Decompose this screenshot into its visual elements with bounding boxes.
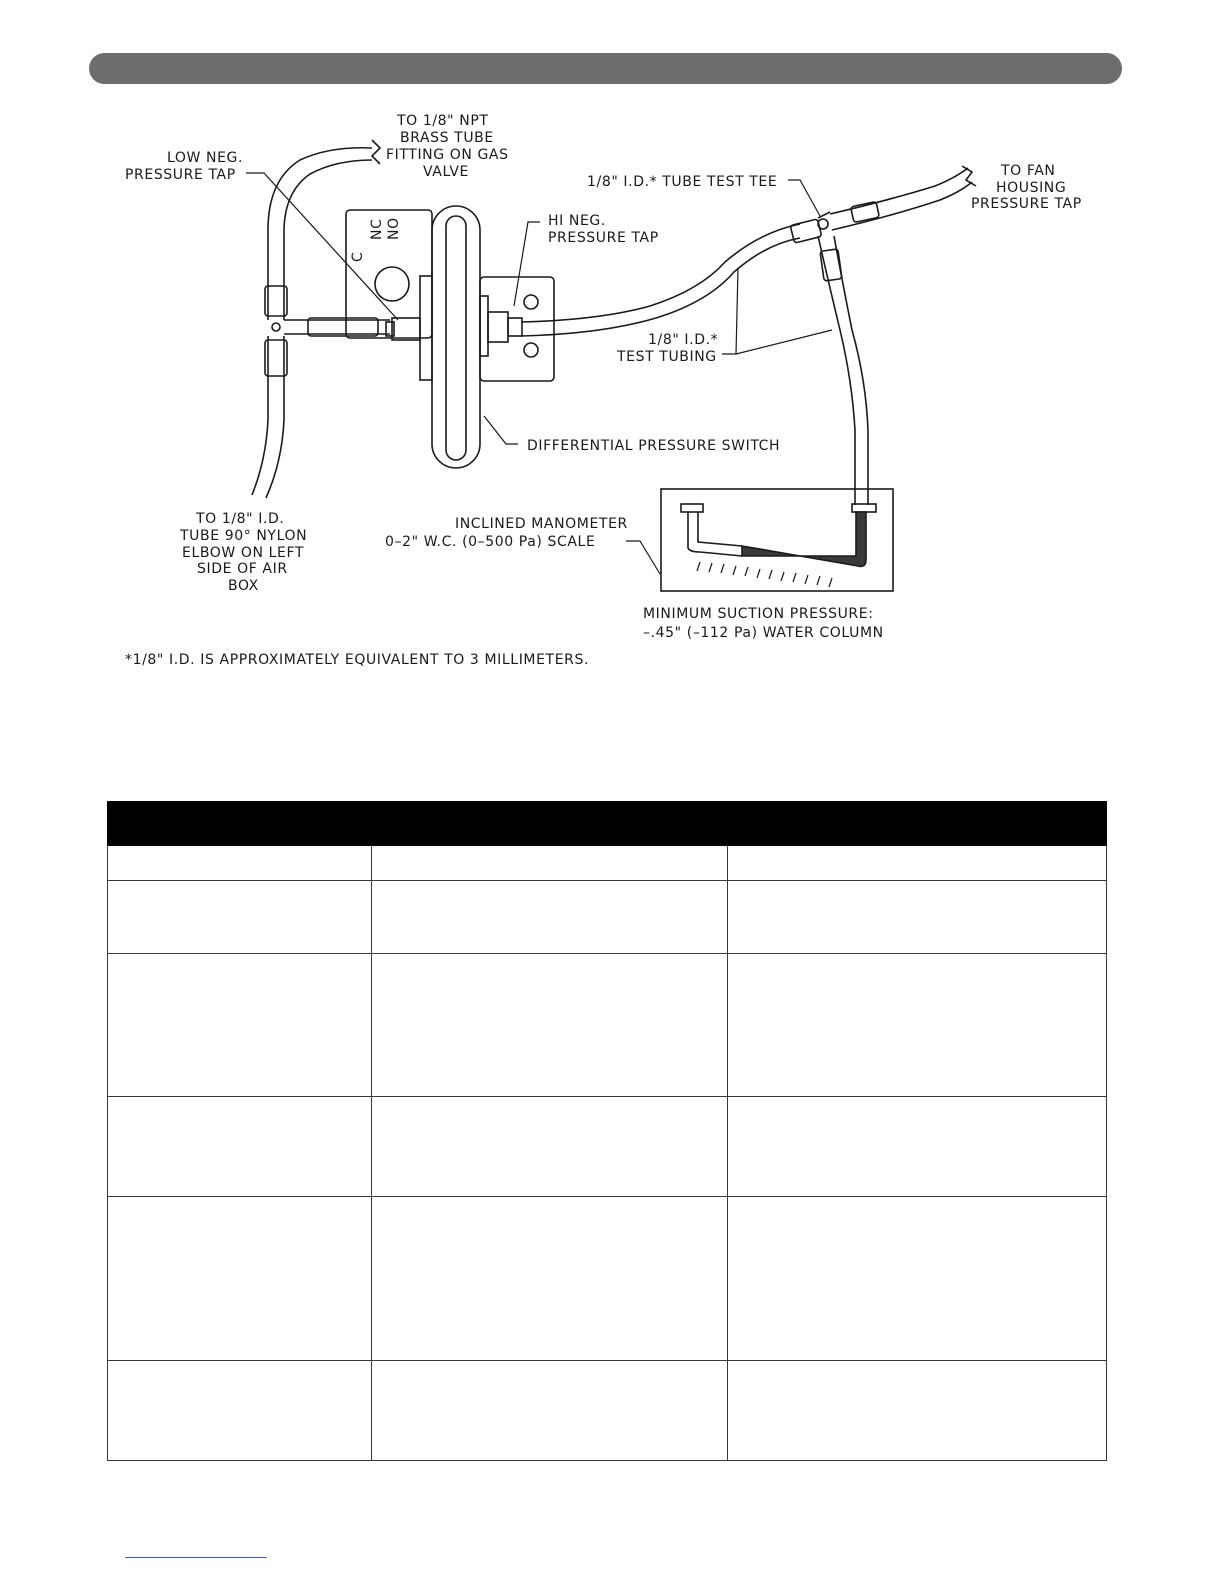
label-elbow-1: TO 1/8" I.D. [196, 511, 285, 527]
switch-bracket-right [480, 277, 554, 381]
table-cell [728, 954, 1107, 1097]
table-row [108, 1361, 1107, 1461]
label-low-tap-1: LOW NEG. [167, 150, 244, 166]
table-row [108, 1197, 1107, 1361]
leader-manometer [626, 541, 660, 574]
table-cell [108, 881, 372, 954]
pressure-switch-test-diagram [0, 0, 1224, 700]
label-elbow-2: TUBE 90° NYLON [180, 528, 308, 544]
table-cell [108, 1197, 372, 1361]
table-cell [728, 1197, 1107, 1361]
table-header-cell [372, 802, 728, 846]
table-cell [728, 1361, 1107, 1461]
label-hi-tap-2: PRESSURE TAP [548, 230, 659, 246]
label-brass-2: BRASS TUBE [400, 130, 494, 146]
label-low-tap-2: PRESSURE TAP [125, 167, 236, 183]
label-elbow-3: ELBOW ON LEFT [182, 545, 305, 561]
label-brass-1: TO 1/8" NPT [397, 113, 489, 129]
switch-diaphragm [432, 206, 480, 468]
label-diff-switch: DIFFERENTIAL PRESSURE SWITCH [527, 438, 781, 454]
terminal-c: C [350, 251, 366, 262]
label-test-tubing-2: TEST TUBING [617, 349, 717, 365]
table-cell [728, 1097, 1107, 1197]
table-cell [108, 1361, 372, 1461]
table-cell [372, 881, 728, 954]
table-cell [108, 1097, 372, 1197]
table-header-cell [108, 802, 372, 846]
label-hi-tap-1: HI NEG. [548, 213, 606, 229]
label-manometer-1: INCLINED MANOMETER [455, 516, 628, 532]
table-header-cell [728, 802, 1107, 846]
table-cell [108, 846, 372, 881]
table-header-row [108, 802, 1107, 846]
footer-link-rule [125, 1557, 267, 1558]
spec-table [107, 801, 1107, 1461]
label-brass-3: FITTING ON GAS [386, 147, 509, 163]
leader-diff-switch [484, 416, 518, 444]
label-brass-4: VALVE [423, 164, 469, 180]
label-suction-1: MINIMUM SUCTION PRESSURE: [643, 606, 874, 622]
table-row [108, 954, 1107, 1097]
table-cell [108, 954, 372, 1097]
label-elbow-4: SIDE OF AIR [197, 561, 288, 577]
table-cell [728, 846, 1107, 881]
label-test-tubing-1: 1/8" I.D.* [648, 332, 719, 348]
table-cell [372, 1361, 728, 1461]
table-cell [728, 881, 1107, 954]
tube-to-fan-housing [830, 168, 968, 214]
leader-test-tee [788, 180, 820, 216]
label-fan-1: TO FAN [1001, 163, 1056, 179]
label-fan-2: HOUSING [996, 180, 1067, 196]
table-cell [372, 1197, 728, 1361]
footnote: *1/8" I.D. IS APPROXIMATELY EQUIVALENT TO 3 MILLIMETERS. [125, 652, 590, 668]
table-row [108, 881, 1107, 954]
table-cell [372, 1097, 728, 1197]
leader-hi-tap [514, 222, 540, 306]
label-test-tee: 1/8" I.D.* TUBE TEST TEE [587, 174, 778, 190]
table-row [108, 846, 1107, 881]
label-manometer-2: 0–2" W.C. (0–500 Pa) SCALE [385, 534, 596, 550]
table-cell [372, 846, 728, 881]
table-row [108, 1097, 1107, 1197]
terminal-nc: NC [369, 218, 385, 240]
label-fan-3: PRESSURE TAP [971, 196, 1082, 212]
label-suction-2: –.45" (–112 Pa) WATER COLUMN [643, 625, 884, 641]
table-cell [372, 954, 728, 1097]
label-elbow-5: BOX [228, 578, 259, 594]
terminal-no: NO [386, 217, 402, 240]
